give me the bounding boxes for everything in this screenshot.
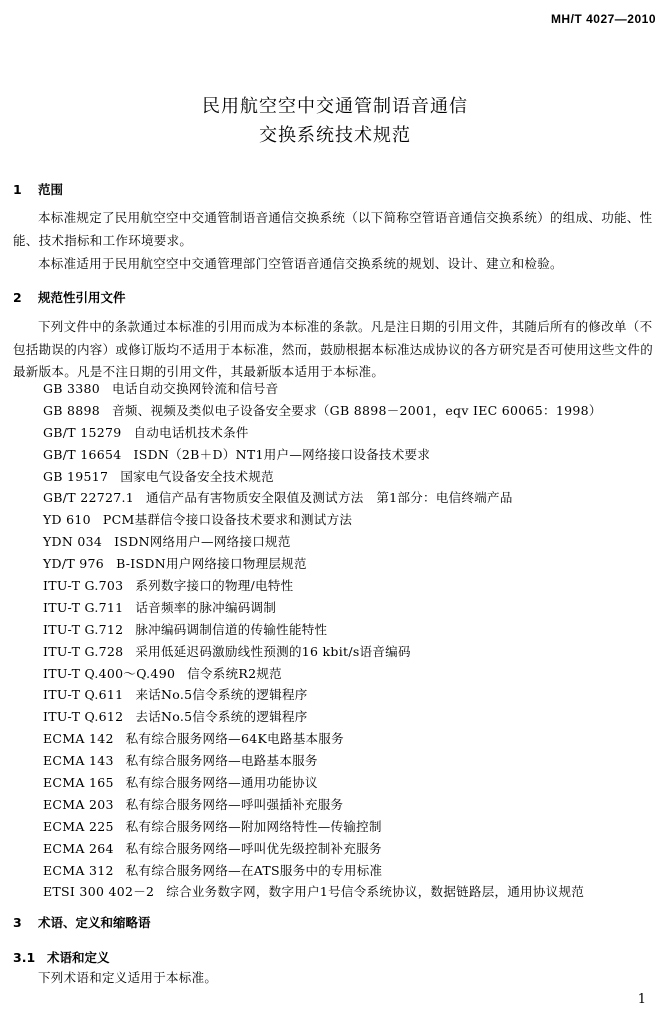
section-number: 2 [13, 290, 22, 305]
reference-code: ITU-T G.711 [43, 599, 124, 615]
reference-code: GB 3380 [43, 381, 101, 396]
reference-title: 自动电话机技术条件 [133, 424, 249, 440]
reference-title: 综合业务数字网，数字用户1号信令系统协议，数据链路层，通用协议规范 [166, 884, 585, 900]
terms-intro: 下列术语和定义适用于本标准。 [38, 970, 218, 985]
section-3-heading [13, 913, 151, 931]
reference-code: ECMA 312 [43, 862, 114, 878]
document-title-line1: 民用航空空中交通管制语音通信 [202, 96, 468, 117]
reference-item [43, 422, 602, 444]
section-1-heading [13, 180, 63, 198]
reference-item [43, 531, 602, 553]
reference-title: B-ISDN用户网络接口物理层规范 [116, 556, 307, 572]
reference-code: ECMA 165 [43, 775, 114, 791]
reference-item [43, 487, 602, 509]
reference-title: 采用低延迟码激励线性预测的16 kbit/s语音编码 [135, 643, 411, 659]
reference-item [43, 816, 602, 838]
reference-code: GB 19517 [43, 468, 109, 484]
reference-item [43, 794, 602, 816]
reference-title: ISDN（2B＋D）NT1用户—网络接口设备技术要求 [133, 446, 431, 462]
reference-item [43, 706, 602, 728]
reference-item [43, 684, 602, 706]
reference-title: 去话No.5信令系统的逻辑程序 [135, 709, 308, 725]
reference-item [43, 444, 602, 466]
reference-code: YDN 034 [43, 534, 103, 550]
reference-item [43, 597, 602, 619]
reference-item [43, 575, 602, 597]
reference-title: PCM基群信令接口设备技术要求和测试方法 [102, 512, 353, 528]
reference-item [43, 553, 602, 575]
reference-code: ECMA 225 [43, 818, 114, 834]
reference-title: 电话自动交换网铃流和信号音 [112, 381, 279, 396]
section-2-heading [13, 288, 126, 306]
reference-item [43, 772, 602, 794]
reference-code: GB/T 15279 [43, 424, 122, 440]
reference-title: 私有综合服务网络—通用功能协议 [125, 775, 318, 791]
reference-title: 系列数字接口的物理/电特性 [135, 578, 294, 594]
section-title: 术语、定义和缩略语 [38, 915, 151, 930]
reference-title: 私有综合服务网络—附加网络特性—传输控制 [125, 818, 382, 834]
subsection-number: 3.1 [13, 950, 36, 965]
reference-code: ECMA 264 [43, 840, 114, 856]
reference-code: GB/T 16654 [43, 446, 122, 462]
reference-title: ISDN网络用户—网络接口规范 [114, 534, 291, 550]
reference-code: ETSI 300 402－2 [43, 884, 155, 900]
reference-title: 话音频率的脉冲编码调制 [135, 599, 277, 615]
reference-title: 国家电气设备安全技术规范 [120, 468, 274, 484]
reference-title: 脉冲编码调制信道的传输性能特性 [135, 621, 328, 637]
reference-item [43, 509, 602, 531]
reference-code: ITU-T Q.612 [43, 709, 124, 725]
reference-title: 私有综合服务网络—在ATS服务中的专用标准 [125, 862, 383, 878]
section-3-1-heading [13, 948, 110, 966]
reference-title: 音频、视频及类似电子设备安全要求（GB 8898－2001，eqv IEC 60065：1998） [112, 402, 602, 418]
reference-title: 私有综合服务网络—64K电路基本服务 [125, 731, 344, 747]
reference-code: GB/T 22727.1 [43, 490, 134, 506]
reference-code: ITU-T Q.400～Q.490 [43, 665, 176, 681]
reference-item [43, 750, 602, 772]
reference-title: 私有综合服务网络—电路基本服务 [125, 753, 318, 769]
reference-code: ITU-T G.712 [43, 621, 124, 637]
reference-title: 通信产品有害物质安全限值及测试方法 第1部分：电信终端产品 [145, 490, 513, 506]
section-title: 规范性引用文件 [38, 290, 126, 305]
scope-paragraph-2: 本标准适用于民用航空空中交通管理部门空管语音通信交换系统的规划、设计、建立和检验。 [38, 256, 563, 271]
reference-code: GB 8898 [43, 402, 101, 418]
reference-title: 信令系统R2规范 [187, 665, 282, 681]
reference-code: ECMA 203 [43, 796, 114, 812]
subsection-title: 术语和定义 [47, 950, 110, 965]
section-number: 1 [13, 182, 22, 197]
section-number: 3 [13, 915, 22, 930]
reference-item [43, 838, 602, 860]
section-title: 范围 [38, 182, 64, 197]
reference-code: ITU-T G.703 [43, 578, 124, 594]
reference-code: ITU-T G.728 [43, 643, 124, 659]
standard-code: MH/T 4027—2010 [550, 12, 656, 26]
reference-item [43, 663, 602, 685]
reference-title: 来话No.5信令系统的逻辑程序 [135, 687, 308, 703]
reference-item [43, 619, 602, 641]
page-number: 1 [637, 992, 646, 1007]
reference-code: ECMA 142 [43, 731, 114, 747]
reference-code: ECMA 143 [43, 753, 114, 769]
reference-item [43, 378, 602, 400]
reference-item [43, 728, 602, 750]
reference-list [43, 378, 602, 903]
reference-code: YD/T 976 [43, 556, 105, 572]
reference-item [43, 466, 602, 488]
reference-title: 私有综合服务网络—呼叫强插补充服务 [125, 796, 344, 812]
reference-item [43, 400, 602, 422]
document-title-line2: 交换系统技术规范 [259, 125, 411, 146]
reference-item [43, 860, 602, 882]
reference-item [43, 881, 602, 903]
scope-paragraph-1: 本标准规定了民用航空空中交通管制语音通信交换系统（以下简称空管语音通信交换系统）的组成、功能、性能、技术指标和工作环境要求。 [13, 210, 653, 248]
normative-intro: 下列文件中的条款通过本标准的引用而成为本标准的条款。凡是注日期的引用文件，其随后所有的修改单（不包括勘误的内容）或修订版均不适用于本标准，然而，鼓励根据本标准达成协议的各方研究是否可使用这些文件的最新版本。凡是不注日期的引用文件，其最新版本适用于本标准。 [13, 319, 654, 379]
reference-title: 私有综合服务网络—呼叫优先级控制补充服务 [125, 840, 382, 856]
reference-code: YD 610 [43, 512, 91, 528]
reference-code: ITU-T Q.611 [43, 687, 124, 703]
reference-item [43, 641, 602, 663]
